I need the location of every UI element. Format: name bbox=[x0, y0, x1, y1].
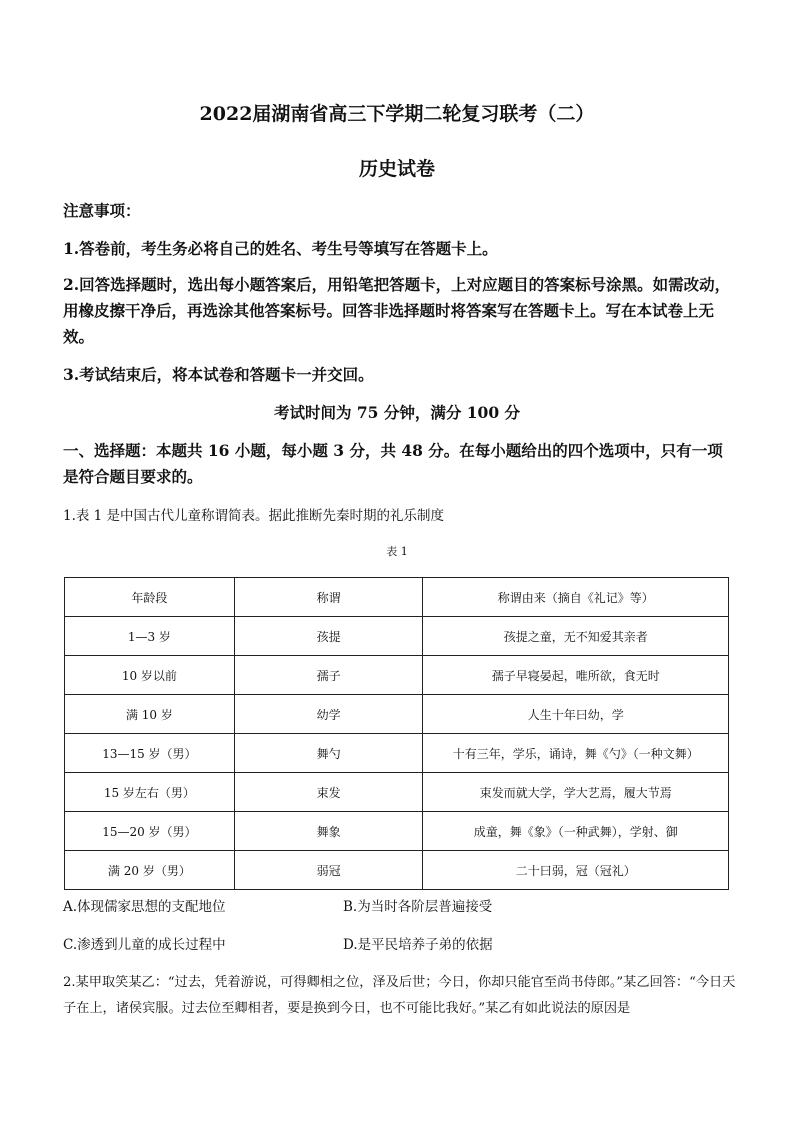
table-cell: 10 岁以前 bbox=[65, 656, 235, 695]
table-cell: 十有三年，学乐，诵诗，舞《勺》（一种文舞） bbox=[423, 734, 729, 773]
table-cell: 二十曰弱，冠（冠礼） bbox=[423, 851, 729, 890]
table-row bbox=[65, 812, 729, 851]
table-cell: 1—3 岁 bbox=[65, 617, 235, 656]
option-a: A.体现儒家思想的支配地位 bbox=[63, 899, 226, 915]
note-item-3: 3.考试结束后，将本试卷和答题卡一并交回。 bbox=[63, 365, 374, 384]
appellation-table bbox=[64, 577, 729, 890]
table-cell: 孺子 bbox=[234, 656, 423, 695]
note-item-2: 2.回答选择题时，选出每小题答案后，用铅笔把答题卡，上对应题目的答案标号涂黑。如需改动，用橡皮擦干净后，再选涂其他答案标号。回答非选择题时将答案写在答题卡上。写在本试卷上无效。 bbox=[63, 275, 731, 346]
exam-time-info: 考试时间为 75 分钟，满分 100 分 bbox=[273, 403, 520, 422]
table-row bbox=[65, 617, 729, 656]
table-row bbox=[65, 656, 729, 695]
table-header: 称谓 bbox=[234, 578, 423, 617]
note-item-1: 1.答卷前，考生务必将自己的姓名、考生号等填写在答题卡上。 bbox=[63, 239, 498, 258]
table-header: 年龄段 bbox=[65, 578, 235, 617]
table-header-row bbox=[65, 578, 729, 617]
table-header: 称谓由来（摘自《礼记》等） bbox=[423, 578, 729, 617]
table-cell: 15—20 岁（男） bbox=[65, 812, 235, 851]
table-row bbox=[65, 851, 729, 890]
table-cell: 满 10 岁 bbox=[65, 695, 235, 734]
subject-title: 历史试卷 bbox=[358, 158, 435, 180]
option-d: D.是平民培养子弟的依据 bbox=[343, 937, 493, 953]
option-c: C.渗透到儿童的成长过程中 bbox=[63, 937, 226, 953]
table-cell: 弱冠 bbox=[234, 851, 423, 890]
table-cell: 人生十年曰幼，学 bbox=[423, 695, 729, 734]
table-cell: 孺子早寝晏起，唯所欲，食无时 bbox=[423, 656, 729, 695]
section-heading: 一、选择题：本题共 16 小题，每小题 3 分，共 48 分。在每小题给出的四个选项中，只有一项是符合题目要求的。 bbox=[63, 441, 723, 486]
table-cell: 舞象 bbox=[234, 812, 423, 851]
table-cell: 束发 bbox=[234, 773, 423, 812]
table-cell: 孩提之童，无不知爱其亲者 bbox=[423, 617, 729, 656]
table-cell: 成童，舞《象》（一种武舞），学射、御 bbox=[423, 812, 729, 851]
table-row bbox=[65, 695, 729, 734]
table-row bbox=[65, 734, 729, 773]
table-cell: 13—15 岁（男） bbox=[65, 734, 235, 773]
exam-title: 2022届湖南省高三下学期二轮复习联考（二） bbox=[199, 103, 595, 125]
option-b: B.为当时各阶层普遍接受 bbox=[343, 899, 493, 915]
table-cell: 舞勺 bbox=[234, 734, 423, 773]
question-1-stem: 1.表 1 是中国古代儿童称谓简表。据此推断先秦时期的礼乐制度 bbox=[63, 508, 445, 524]
question-2-stem: 2.某甲取笑某乙：“过去，凭着游说，可得卿相之位，泽及后世；今日，你却只能官至尚书侍郎。”某乙回答：“今日天子在上，诸侯宾服。过去位至卿相者，要是换到今日，也不可能比我好。”某乙有如此说法的原因是 bbox=[63, 975, 736, 1016]
table-cell: 15 岁左右（男） bbox=[65, 773, 235, 812]
notes-heading: 注意事项： bbox=[63, 201, 141, 220]
table-cell: 幼学 bbox=[234, 695, 423, 734]
table-cell: 孩提 bbox=[234, 617, 423, 656]
table-caption: 表 1 bbox=[386, 545, 408, 558]
table-cell: 满 20 岁（男） bbox=[65, 851, 235, 890]
table-cell: 束发而就大学，学大艺焉，履大节焉 bbox=[423, 773, 729, 812]
table-row bbox=[65, 773, 729, 812]
